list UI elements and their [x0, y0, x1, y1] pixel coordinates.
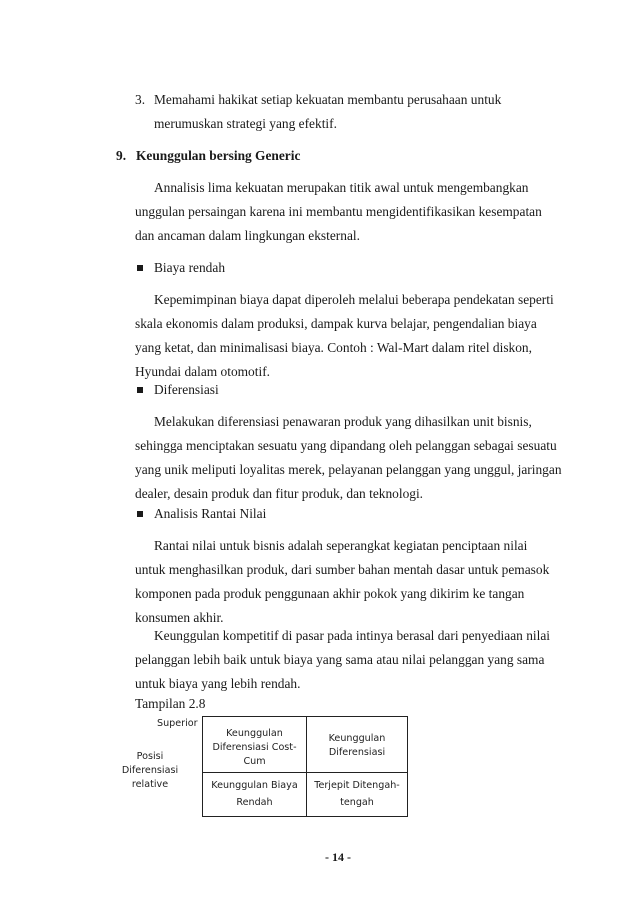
bullet-label: Biaya rendah [154, 260, 226, 275]
paragraph-line: unggulan persaingan karena ini membantu mengidentifikasikan kesempatan [135, 204, 542, 219]
strategy-matrix [202, 716, 408, 817]
matrix-cell-top-right [307, 732, 407, 760]
axis-top-label: Superior [157, 718, 198, 729]
cell-line: Diferensiasi Cost- [212, 742, 297, 753]
cell-line: tengah [340, 797, 374, 808]
axis-label-line: Posisi [136, 751, 164, 762]
section-title: Keunggulan bersing Generic [136, 148, 301, 163]
paragraph-line: skala ekonomis dalam produksi, dampak kurva belajar, pengendalian biaya [135, 316, 537, 331]
paragraph-line: konsumen akhir. [135, 610, 224, 625]
axis-label-line: Diferensiasi [121, 765, 179, 776]
paragraph-line: untuk biaya yang lebih rendah. [135, 676, 301, 691]
cell-line: Keunggulan Biaya [211, 780, 298, 791]
list-number: 3. [135, 92, 146, 107]
figure-caption: Tampilan 2.8 [135, 696, 206, 711]
bullet-label: Diferensiasi [154, 382, 219, 397]
paragraph-line: Rantai nilai untuk bisnis adalah seperangkat kegiatan penciptaan nilai [154, 538, 528, 553]
paragraph-line: sehingga menciptakan sesuatu yang dipandang oleh pelanggan sebagai sesuatu [135, 438, 557, 453]
matrix-cell-top-left [203, 727, 306, 769]
matrix-divider-horizontal [203, 772, 407, 773]
cell-line: Rendah [236, 797, 273, 808]
paragraph-line: Annalisis lima kekuatan merupakan titik awal untuk mengembangkan [154, 180, 529, 195]
cell-line: Diferensiasi [328, 747, 386, 758]
paragraph-line: dan ancaman dalam lingkungan eksternal. [135, 228, 360, 243]
paragraph-line: komponen pada produk penggunaan akhir pokok yang dikirim ke tangan [135, 586, 525, 601]
paragraph-line: Kepemimpinan biaya dapat diperoleh melalui beberapa pendekatan seperti [154, 292, 554, 307]
paragraph-line: Melakukan diferensiasi penawaran produk yang dihasilkan unit bisnis, [154, 414, 532, 429]
list-item-line: merumuskan strategi yang efektif. [154, 116, 337, 131]
matrix-cell-bottom-left [203, 777, 306, 811]
cell-line: Keunggulan [226, 728, 283, 739]
page-number: - 14 - [325, 850, 351, 864]
paragraph-line: dealer, desain produk dan fitur produk, dan teknologi. [135, 486, 424, 501]
paragraph-line: Keunggulan kompetitif di pasar pada intinya berasal dari penyediaan nilai [154, 628, 551, 643]
paragraph-line: pelanggan lebih baik untuk biaya yang sama atau nilai pelanggan yang sama [135, 652, 545, 667]
paragraph-line: yang unik meliputi loyalitas merek, pelayanan pelanggan yang unggul, jaringan [135, 462, 562, 477]
axis-label-line: relative [131, 779, 169, 790]
bullet-label: Analisis Rantai Nilai [154, 506, 267, 521]
cell-line: Terjepit Ditengah- [314, 780, 400, 791]
cell-line: Keunggulan [328, 733, 386, 744]
cell-line: Cum [243, 756, 266, 767]
paragraph-line: Hyundai dalam otomotif. [135, 364, 270, 379]
paragraph-line: yang ketat, dan minimalisasi biaya. Contoh : Wal-Mart dalam ritel diskon, [135, 340, 532, 355]
bullet-marker [137, 265, 143, 271]
list-item-line: Memahami hakikat setiap kekuatan membantu perusahaan untuk [154, 92, 502, 107]
axis-label [116, 750, 184, 792]
paragraph-line: untuk menghasilkan produk, dari sumber bahan mentah dasar untuk pemasok [135, 562, 550, 577]
bullet-marker [137, 511, 143, 517]
bullet-marker [137, 387, 143, 393]
section-number: 9. [116, 148, 127, 163]
matrix-cell-bottom-right [307, 777, 407, 811]
